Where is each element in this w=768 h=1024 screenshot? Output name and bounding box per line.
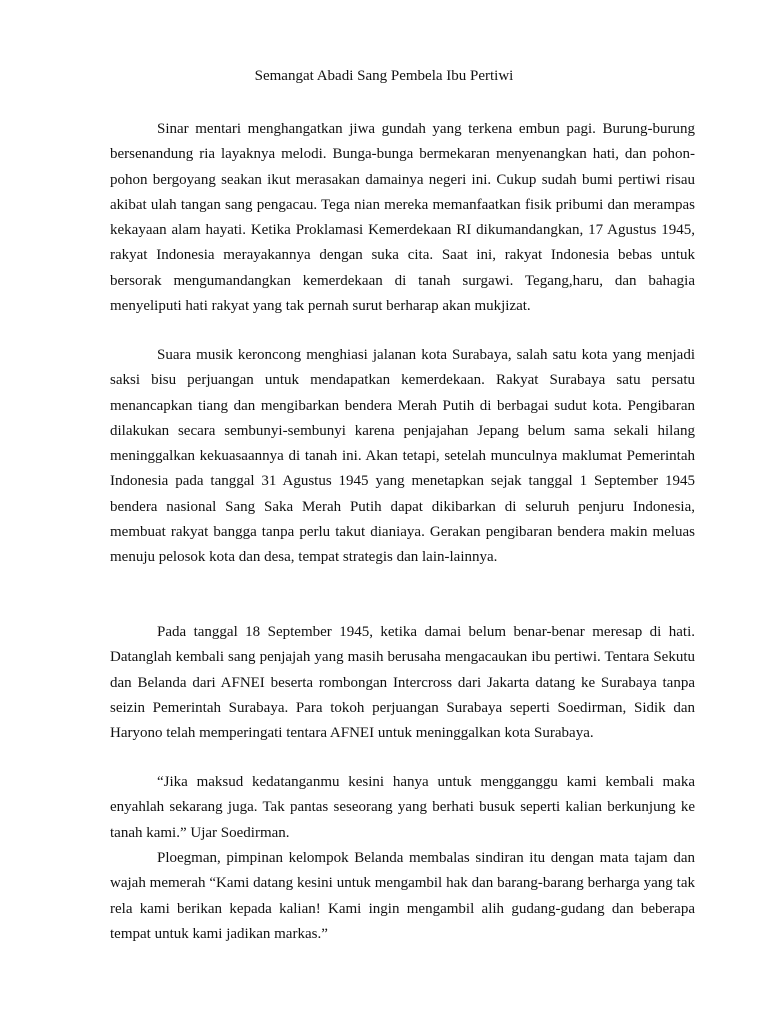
paragraph-3: Pada tanggal 18 September 1945, ketika damai belum benar-benar meresap di hati. Datanglah kembali sang penjajah yang masih berusaha mengacaukan ibu pertiwi. Tentara Sekutu dan Belanda dari AFNEI beserta rombongan Intercross dari Jakarta datang ke Surabaya tanpa seizin Pemerintah Surabaya. Para tokoh perjuangan Surabaya seperti Soedirman, Sidik dan Haryono telah memperingati tentara AFNEI untuk meninggalkan kota Surabaya. — [110, 624, 695, 742]
paragraph-4: “Jika maksud kedatanganmu kesini hanya untuk mengganggu kami kembali maka enyahlah sekarang juga. Tak pantas seseorang yang berhati busuk seperti kalian berkunjung ke tanah kami.” Ujar Soedirman. — [110, 774, 695, 841]
paragraph-2: Suara musik keroncong menghiasi jalanan kota Surabaya, salah satu kota yang menjadi saksi bisu perjuangan untuk mendapatkan kemerdekaan. Rakyat Surabaya satu persatu menancapkan tiang dan mengibarkan bendera Merah Putih di berbagai sudut kota. Pengibaran dilakukan secara sembunyi-sembunyi karena penjajahan Jepang belum sama sekali hilang meninggalkan kekuasaannya di tanah ini. Akan tetapi, setelah munculnya maklumat Pemerintah Indonesia pada tanggal 31 Agustus 1945 yang menetapkan sejak tanggal 1 September 1945 bendera nasional Sang Saka Merah Putih dapat dikibarkan di seluruh penjuru Indonesia, membuat rakyat bangga tanpa perlu takut dianiaya. Gerakan pengibaran bendera makin meluas menuju pelosok kota dan desa, tempat strategis dan lain-lainnya. — [110, 347, 695, 566]
paragraph-5: Ploegman, pimpinan kelompok Belanda membalas sindiran itu dengan mata tajam dan wajah memerah “Kami datang kesini untuk mengambil hak dan barang-barang berharga yang tak rela kami berikan kepada kalian! Kami ingin mengambil alih gudang-gudang dan beberapa tempat untuk kami jadikan markas.” — [110, 850, 695, 942]
paragraph-1: Sinar mentari menghangatkan jiwa gundah yang terkena embun pagi. Burung-burung bersenandung ria layaknya melodi. Bunga-bunga bermekaran menyenangkan hati, dan pohon-pohon bergoyang seakan ikut merasakan damainya negeri ini. Cukup sudah bumi pertiwi risau akibat ulah tangan sang pengacau. Tega nian mereka memanfaatkan fisik pribumi dan merampas kekayaan alam hayati. Ketika Proklamasi Kemerdekaan RI dikumandangkan, 17 Agustus 1945, rakyat Indonesia merayakannya dengan suka cita. Saat ini, rakyat Indonesia bebas untuk bersorak mengumandangkan kemerdekaan di tanah surgawi. Tegang,haru, dan bahagia menyeliputi hati rakyat yang tak pernah surut berharap akan mukjizat. — [110, 121, 695, 315]
document-title: Semangat Abadi Sang Pembela Ibu Pertiwi — [254, 68, 514, 84]
